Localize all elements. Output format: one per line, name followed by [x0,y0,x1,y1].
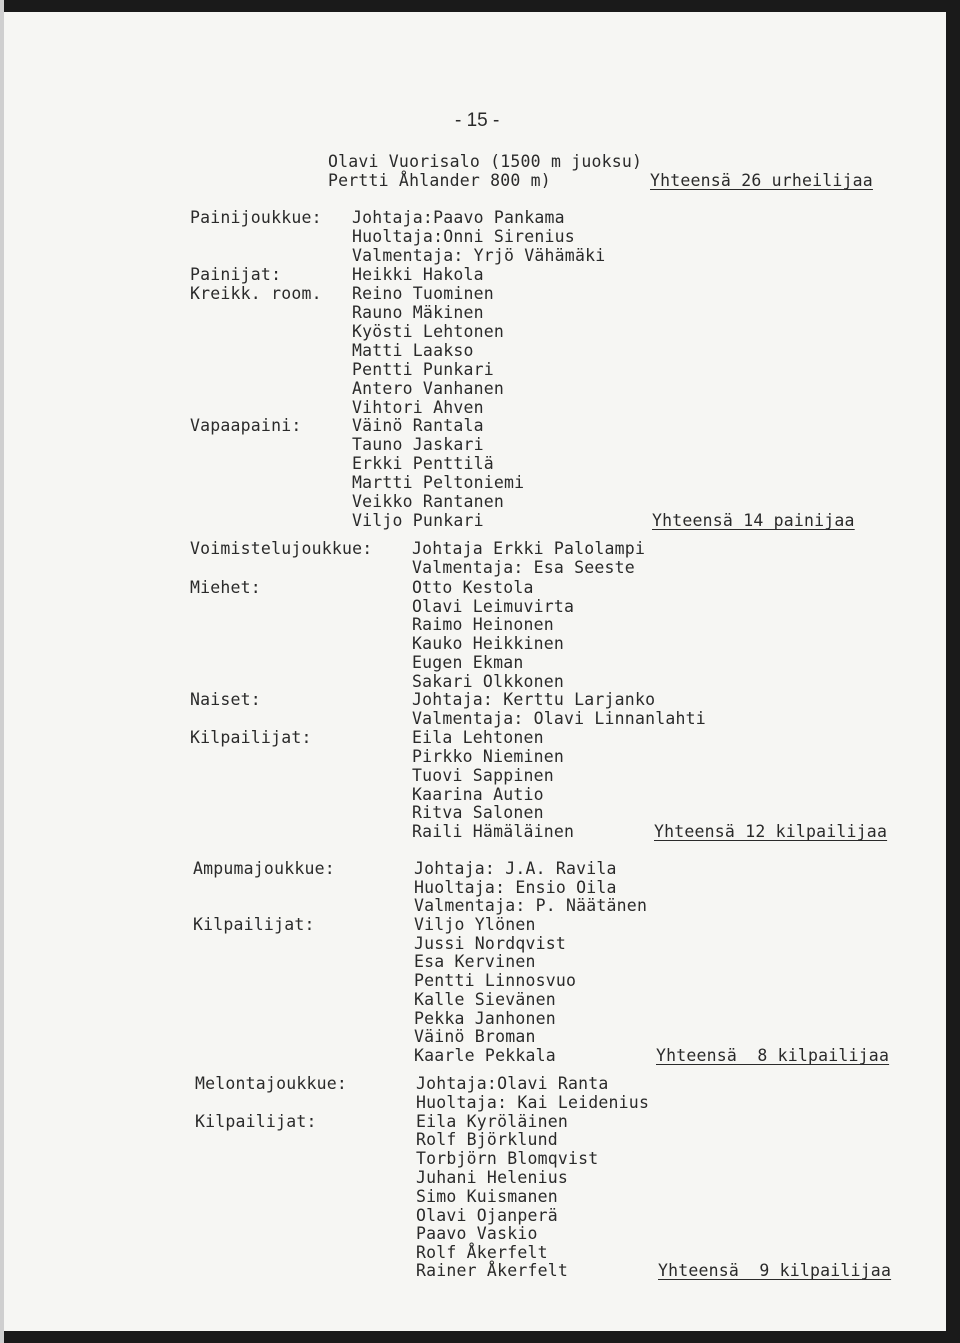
roster-line: Kaarina Autio [412,785,544,804]
roster-line: Huoltaja: Kai Leidenius [416,1093,650,1112]
roster-line: Kaarle Pekkala [414,1046,556,1065]
roster-line: Valmentaja: Olavi Linnanlahti [412,709,706,728]
label-kilpailijat: Kilpailijat: [190,728,312,747]
roster-line: Pekka Janhonen [414,1009,556,1028]
roster-line: Huoltaja: Ensio Oila [414,878,617,897]
label-vapaapaini: Vapaapaini: [190,416,302,435]
label-kreikk: Kreikk. room. [190,284,322,303]
scan-border-left [0,0,4,1343]
roster-line: Juhani Helenius [416,1168,569,1187]
section-label-melonta: Melontajoukkue: [195,1074,348,1093]
staff-line: Valmentaja: Yrjö Vähämäki [352,246,606,265]
roster-line: Tuovi Sappinen [412,766,554,785]
athlete-name: Martti Peltoniemi [352,473,525,492]
athlete-name: Kyösti Lehtonen [352,322,505,341]
roster-line: Kalle Sievänen [414,990,556,1009]
roster-line: Olavi Ojanperä [416,1206,558,1225]
scan-border-bottom [0,1331,960,1343]
roster-line: Rolf Åkerfelt [416,1243,548,1262]
athlete-name: Vihtori Ahven [352,398,484,417]
staff-line: Huoltaja:Onni Sirenius [352,227,575,246]
athlete-name: Matti Laakso [352,341,474,360]
roster-line: Simo Kuismanen [416,1187,558,1206]
voimistelu-total: Yhteensä 12 kilpailijaa [654,822,888,841]
roster-line: Pentti Linnosvuo [414,971,577,990]
roster-line: Paavo Vaskio [416,1224,538,1243]
roster-line: Esa Kervinen [414,952,536,971]
roster-line: Eila Lehtonen [412,728,544,747]
roster-line: Raimo Heinonen [412,615,554,634]
athlete-name: Viljo Punkari [352,511,484,530]
intro-total: Yhteensä 26 urheilijaa [650,171,873,190]
athlete-name: Rauno Mäkinen [352,303,484,322]
scan-border-top [0,0,960,12]
roster-line: Johtaja: Kerttu Larjanko [412,690,656,709]
roster-line: Otto Kestola [412,578,534,597]
paini-total: Yhteensä 14 painijaa [652,511,855,530]
athlete-name: Tauno Jaskari [352,435,484,454]
athlete-name: Erkki Penttilä [352,454,494,473]
athlete-name: Veikko Rantanen [352,492,505,511]
intro-line: Olavi Vuorisalo (1500 m juoksu) [328,152,643,171]
roster-line: Rainer Åkerfelt [416,1261,569,1280]
roster-line: Valmentaja: Esa Seeste [412,558,635,577]
roster-line: Raili Hämäläinen [412,822,575,841]
roster-line: Eila Kyröläinen [416,1112,569,1131]
label-painijat: Painijat: [190,265,282,284]
athlete-name: Pentti Punkari [352,360,494,379]
roster-line: Viljo Ylönen [414,915,536,934]
roster-line: Ritva Salonen [412,803,544,822]
roster-line: Sakari Olkkonen [412,672,565,691]
roster-line: Johtaja: J.A. Ravila [414,859,617,878]
ampuma-total: Yhteensä 8 kilpailijaa [656,1046,890,1065]
melonta-total: Yhteensä 9 kilpailijaa [658,1261,892,1280]
roster-line: Eugen Ekman [412,653,524,672]
label-kilpailijat: Kilpailijat: [195,1112,317,1131]
athlete-name: Heikki Hakola [352,265,484,284]
label-naiset: Naiset: [190,690,261,709]
roster-line: Olavi Leimuvirta [412,597,575,616]
athlete-name: Antero Vanhanen [352,379,505,398]
roster-line: Pirkko Nieminen [412,747,565,766]
intro-line: Pertti Åhlander 800 m) [328,171,551,190]
roster-line: Torbjörn Blomqvist [416,1149,599,1168]
roster-line: Väinö Broman [414,1027,536,1046]
athlete-name: Reino Tuominen [352,284,494,303]
roster-line: Valmentaja: P. Näätänen [414,896,648,915]
section-label-ampuma: Ampumajoukkue: [193,859,335,878]
roster-line: Rolf Björklund [416,1130,558,1149]
roster-line: Kauko Heikkinen [412,634,565,653]
section-label-paini: Painijoukkue: [190,208,322,227]
athlete-name: Väinö Rantala [352,416,484,435]
scan-border-right [946,0,960,1343]
roster-line: Johtaja:Olavi Ranta [416,1074,609,1093]
roster-line: Johtaja Erkki Palolampi [412,539,646,558]
label-kilpailijat: Kilpailijat: [193,915,315,934]
section-label-voimistelu: Voimistelujoukkue: [190,539,373,558]
label-miehet: Miehet: [190,578,261,597]
page-number: - 15 - [455,110,500,131]
roster-line: Jussi Nordqvist [414,934,567,953]
staff-line: Johtaja:Paavo Pankama [352,208,565,227]
